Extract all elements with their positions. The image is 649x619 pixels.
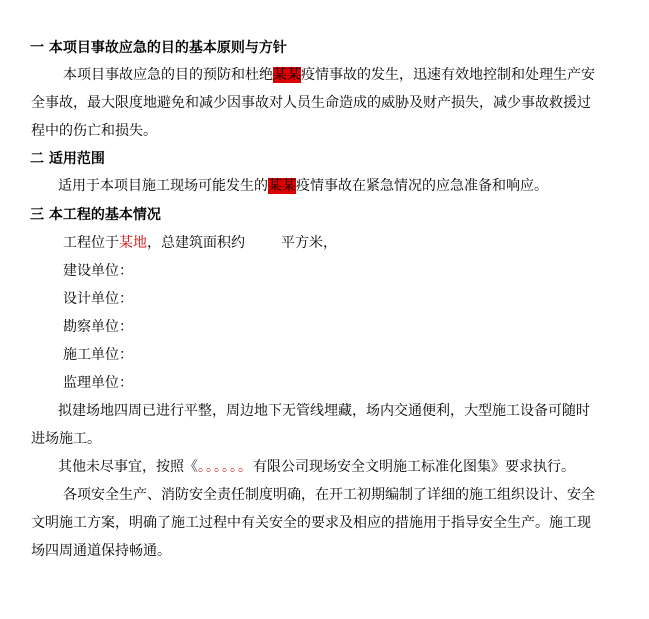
highlighted-placeholder: 某某 [273, 67, 301, 83]
section-2-heading: 二 适用范围 [30, 151, 105, 167]
safety-paragraph-line-1: 各项安全生产、消防安全责任制度明确，在开工初期编制了详细的施工组织设计、安全 [63, 487, 595, 503]
field-construction-unit: 建设单位： [63, 263, 133, 279]
section-3-heading: 三 本工程的基本情况 [30, 207, 161, 223]
text-run: 工程位于 [63, 235, 119, 251]
text-run: 有限公司现场安全文明施工标准化图集》要求执行。 [253, 459, 575, 475]
field-supervision-unit: 监理单位： [63, 375, 133, 391]
safety-paragraph-line-2: 文明施工方案，明确了施工过程中有关安全的要求及相应的措施用于指导安全生产。施工现 [31, 515, 591, 531]
section-1-paragraph-line-3: 程中的伤亡和损失。 [31, 123, 157, 139]
text-run: 平方米， [281, 235, 337, 251]
field-design-unit: 设计单位： [63, 291, 133, 307]
project-location-line [63, 234, 337, 252]
text-run: 疫情事故的发生，迅速有效地控制和处理生产安 [301, 67, 595, 83]
safety-paragraph-line-3: 场四周通道保持畅通。 [31, 543, 171, 559]
section-1-paragraph-line-2: 全事故，最大限度地避免和减少因事故对人员生命造成的威胁及财产损失，减少事故救援过 [31, 95, 591, 111]
text-run: ，总建筑面积约 [147, 235, 245, 251]
location-placeholder: 某地 [119, 235, 147, 251]
field-contractor-unit: 施工单位： [63, 347, 133, 363]
text-run: 本项目事故应急的目的预防和杜绝 [63, 67, 273, 83]
section-1-paragraph-line-1 [63, 66, 595, 84]
site-paragraph-line-2: 进场施工。 [31, 431, 101, 447]
field-survey-unit: 勘察单位： [63, 319, 133, 335]
company-name-placeholder: 。。。。。。 [198, 459, 253, 475]
text-run: 其他未尽事宜，按照《 [58, 459, 198, 475]
site-paragraph-line-1: 拟建场地四周已进行平整，周边地下无管线埋藏，场内交通便利，大型施工设备可随时 [58, 403, 590, 419]
text-run: 适用于本项目施工现场可能发生的 [58, 178, 268, 194]
text-run: 疫情事故在紧急情况的应急准备和响应。 [296, 178, 548, 194]
section-2-paragraph [58, 177, 548, 195]
highlighted-placeholder: 某某 [268, 178, 296, 194]
section-1-heading: 一 本项目事故应急的目的基本原则与方针 [30, 40, 287, 56]
other-matters-paragraph [58, 458, 575, 476]
